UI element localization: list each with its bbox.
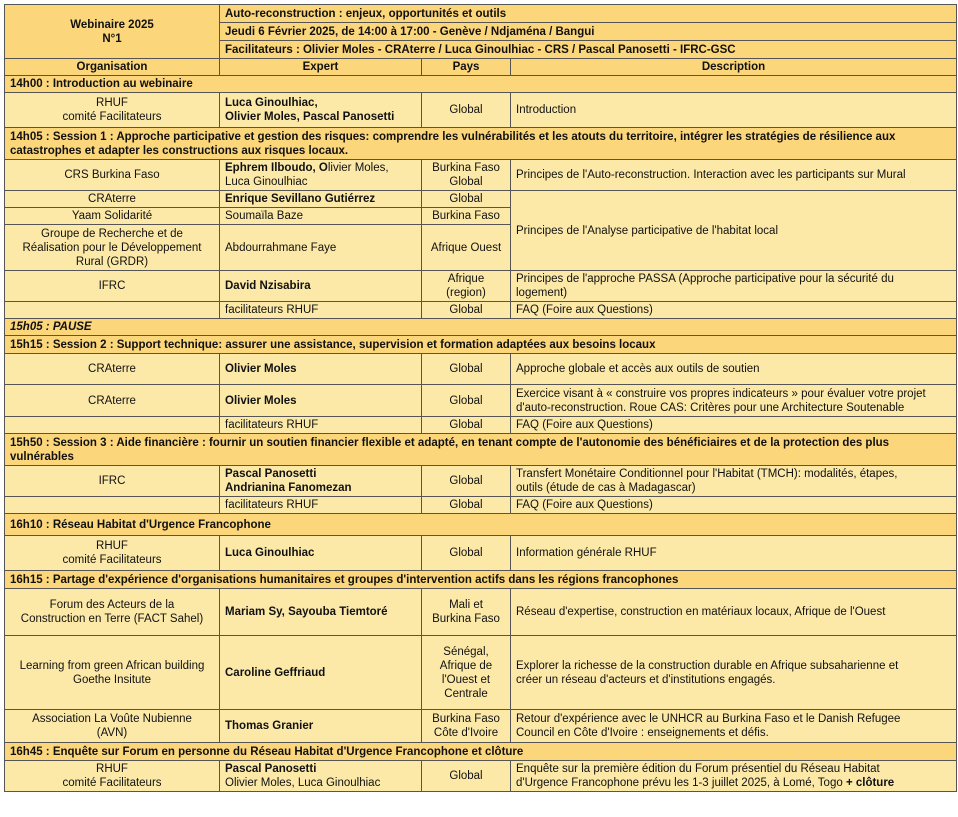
org-cell: RHUF comité Facilitateurs [5, 761, 220, 792]
org-cell: CRS Burkina Faso [5, 160, 220, 191]
org-cell: CRAterre [5, 354, 220, 385]
expert-cell: Abdourrahmane Faye [220, 225, 422, 271]
expert-cell: facilitateurs RHUF [220, 302, 422, 319]
section-session-2: 15h15 : Session 2 : Support technique: assurer une assistance, supervision et formation adaptées aux besoins locaux [5, 336, 957, 354]
org-cell: CRAterre [5, 385, 220, 417]
pays-cell: Global [422, 761, 511, 792]
section-intro: 14h00 : Introduction au webinaire [5, 76, 957, 93]
table-row [5, 417, 957, 434]
org-cell: RHUF comité Facilitateurs [5, 536, 220, 571]
pays-cell: Global [422, 302, 511, 319]
table-row [5, 466, 957, 497]
expert-cell: Soumaïla Baze [220, 208, 422, 225]
expert-cell: Olivier Moles [220, 354, 422, 385]
expert-cell: Olivier Moles [220, 385, 422, 417]
org-cell: Forum des Acteurs de la Construction en Terre (FACT Sahel) [5, 589, 220, 636]
expert-cell: Ephrem Ilboudo, Olivier Moles, Luca Ginoulhiac [220, 160, 422, 191]
desc-cell: Transfert Monétaire Conditionnel pour l'Habitat (TMCH): modalités, étapes, outils (étude de cas à Madagascar) [511, 466, 957, 497]
pays-cell: Afrique Ouest [422, 225, 511, 271]
pays-cell: Global [422, 354, 511, 385]
desc-cell: Approche globale et accès aux outils de soutien [511, 354, 957, 385]
org-cell [5, 497, 220, 514]
table-row [5, 589, 957, 636]
desc-cell: Explorer la richesse de la construction durable en Afrique subsaharienne et créer un réseau d'acteurs et d'institutions engagés. [511, 636, 957, 710]
col-description: Description [511, 59, 957, 76]
org-cell: IFRC [5, 271, 220, 302]
desc-cell: Retour d'expérience avec le UNHCR au Burkina Faso et le Danish Refugee Council en Côte d'Ivoire : enseignements et défis. [511, 710, 957, 743]
desc-cell: Principes de l'Analyse participative de l'habitat local [511, 191, 957, 271]
webinar-number: N°1 [102, 32, 122, 45]
org-cell [5, 302, 220, 319]
section-rhuf: 16h10 : Réseau Habitat d'Urgence Francophone [5, 514, 957, 536]
desc-cell: FAQ (Foire aux Questions) [511, 302, 957, 319]
pays-cell: Global [422, 466, 511, 497]
desc-cell: Introduction [511, 93, 957, 128]
column-header-row [5, 59, 957, 76]
pays-cell: Mali et Burkina Faso [422, 589, 511, 636]
pays-cell: Burkina Faso [422, 208, 511, 225]
webinar-title [5, 5, 220, 59]
section-partage: 16h15 : Partage d'expérience d'organisations humanitaires et groupes d'intervention actifs dans les régions francophones [5, 571, 957, 589]
desc-cell: Principes de l'Auto-reconstruction. Interaction avec les participants sur Mural [511, 160, 957, 191]
table-row [5, 385, 957, 417]
pays-cell: Global [422, 417, 511, 434]
expert-cell: Luca Ginoulhiac [220, 536, 422, 571]
table-row [5, 160, 957, 191]
col-expert: Expert [220, 59, 422, 76]
expert-cell: facilitateurs RHUF [220, 417, 422, 434]
expert-cell: Pascal Panosetti Olivier Moles, Luca Ginoulhiac [220, 761, 422, 792]
pays-cell: Burkina Faso Global [422, 160, 511, 191]
section-pause: 15h05 : PAUSE [5, 319, 957, 336]
pays-cell: Global [422, 497, 511, 514]
webinar-date: Jeudi 6 Février 2025, de 14:00 à 17:00 - Genève / Ndjaména / Bangui [220, 23, 957, 41]
table-row [5, 636, 957, 710]
table-row [5, 271, 957, 302]
expert-cell: Enrique Sevillano Gutiérrez [220, 191, 422, 208]
table-row [5, 536, 957, 571]
org-cell: IFRC [5, 466, 220, 497]
org-cell: Association La Voûte Nubienne (AVN) [5, 710, 220, 743]
webinar-subject: Auto-reconstruction : enjeux, opportunités et outils [220, 5, 957, 23]
table-row [5, 354, 957, 385]
org-cell: RHUF comité Facilitateurs [5, 93, 220, 128]
pays-cell: Global [422, 191, 511, 208]
pays-cell: Global [422, 93, 511, 128]
webinar-facilitators: Facilitateurs : Olivier Moles - CRAterre / Luca Ginoulhiac - CRS / Pascal Panosetti - IFRC-GSC [220, 41, 957, 59]
org-cell: CRAterre [5, 191, 220, 208]
org-cell: Learning from green African building Goethe Insitute [5, 636, 220, 710]
pays-cell: Global [422, 385, 511, 417]
webinar-title-line1: Webinaire 2025 [70, 18, 154, 31]
expert-cell: Thomas Granier [220, 710, 422, 743]
section-enquete: 16h45 : Enquête sur Forum en personne du Réseau Habitat d'Urgence Francophone et clôture [5, 743, 957, 761]
desc-cell: Réseau d'expertise, construction en matériaux locaux, Afrique de l'Ouest [511, 589, 957, 636]
desc-cell: Exercice visant à « construire vos propres indicateurs » pour évaluer votre projet d'auto-reconstruction. Roue CAS: Critères pour une Architecture Soutenable [511, 385, 957, 417]
org-cell: Yaam Solidarité [5, 208, 220, 225]
org-cell: Groupe de Recherche et de Réalisation pour le Développement Rural (GRDR) [5, 225, 220, 271]
table-row [5, 93, 957, 128]
pays-cell: Burkina Faso Côte d'Ivoire [422, 710, 511, 743]
expert-cell: Caroline Geffriaud [220, 636, 422, 710]
section-session-3: 15h50 : Session 3 : Aide financière : fournir un soutien financier flexible et adapté, en tenant compte de l'autonomie des bénéficiaires et de la protection des plus vulnérables [5, 434, 957, 466]
desc-cell: Principes de l'approche PASSA (Approche participative pour la sécurité du logement) [511, 271, 957, 302]
section-session-1: 14h05 : Session 1 : Approche participative et gestion des risques: comprendre les vulnérabilités et les atouts du territoire, intégrer les stratégies de résilience aux catastrophes et adapter les constructions aux risques locaux. [5, 128, 957, 160]
expert-cell: David Nzisabira [220, 271, 422, 302]
desc-cell: FAQ (Foire aux Questions) [511, 417, 957, 434]
pays-cell: Sénégal, Afrique de l'Ouest et Centrale [422, 636, 511, 710]
table-row [5, 497, 957, 514]
pays-cell: Afrique (region) [422, 271, 511, 302]
table-row [5, 302, 957, 319]
col-organisation: Organisation [5, 59, 220, 76]
desc-cell: Information générale RHUF [511, 536, 957, 571]
agenda-table [4, 4, 957, 792]
org-cell [5, 417, 220, 434]
expert-cell: Luca Ginoulhiac, Olivier Moles, Pascal Panosetti [220, 93, 422, 128]
table-row [5, 191, 957, 208]
table-row [5, 710, 957, 743]
col-pays: Pays [422, 59, 511, 76]
desc-cell: Enquête sur la première édition du Forum présentiel du Réseau Habitat d'Urgence Francophone prévu les 1-3 juillet 2025, à Lomé, Togo + clôture [511, 761, 957, 792]
expert-cell: Mariam Sy, Sayouba Tiemtoré [220, 589, 422, 636]
table-row [5, 761, 957, 792]
pays-cell: Global [422, 536, 511, 571]
expert-cell: facilitateurs RHUF [220, 497, 422, 514]
expert-cell: Pascal Panosetti Andrianina Fanomezan [220, 466, 422, 497]
desc-cell: FAQ (Foire aux Questions) [511, 497, 957, 514]
